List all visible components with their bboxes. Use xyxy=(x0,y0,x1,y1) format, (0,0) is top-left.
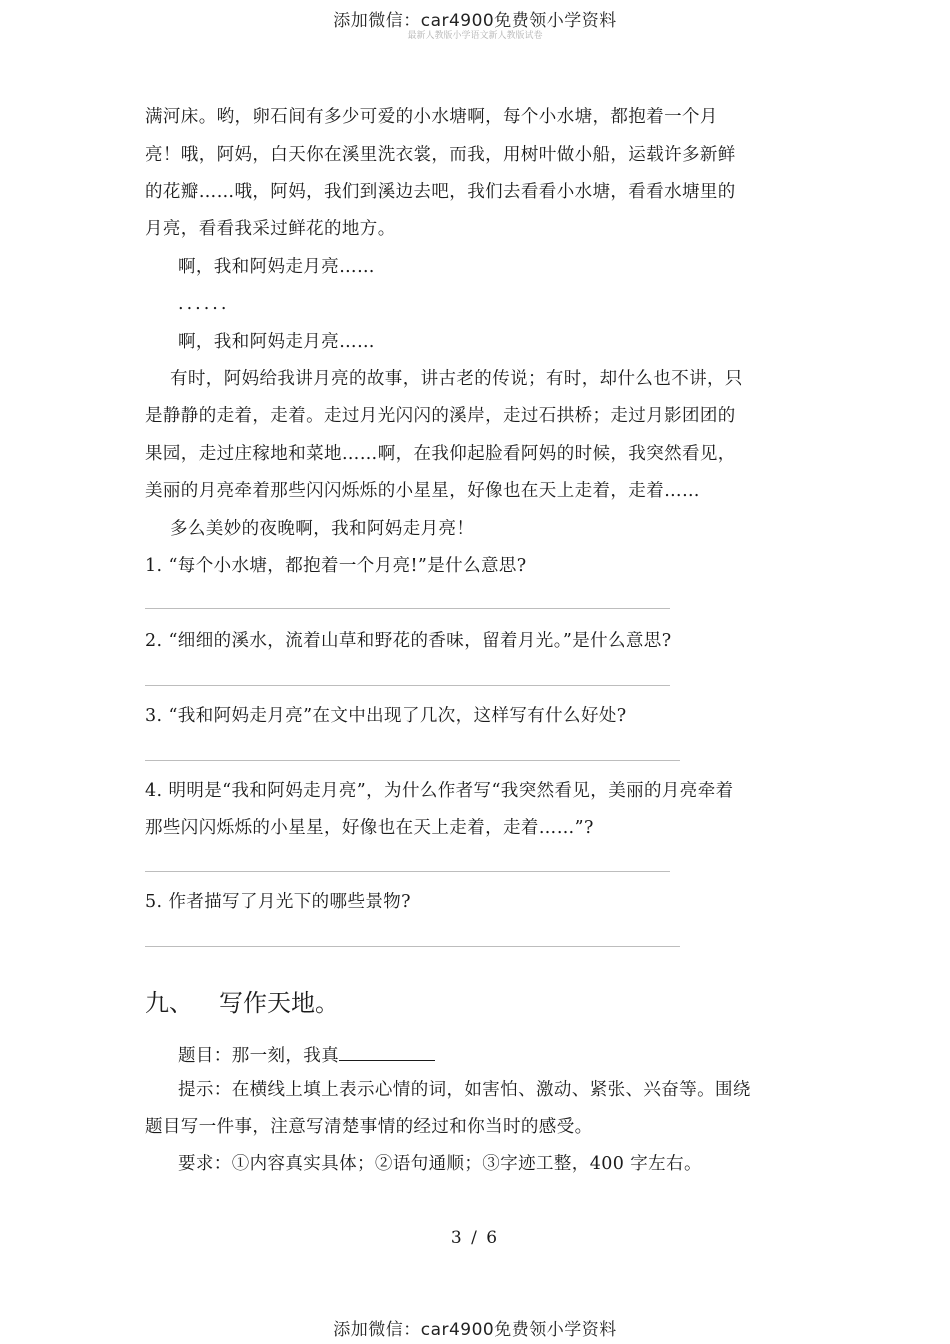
question-3: 3. “我和阿妈走月亮”在文中出现了几次，这样写有什么好处? xyxy=(145,706,627,726)
question-4-line-1: 4. 明明是“我和阿妈走月亮”，为什么作者写“我突然看见，美丽的月亮牵着 xyxy=(145,781,734,801)
passage-line: 亮！哦，阿妈，白天你在溪里洗衣裳，而我，用树叶做小船，运载许多新鲜 xyxy=(145,145,736,165)
writing-hint: 提示：在横线上填上表示心情的词，如害怕、激动、紧张、兴奋等。围绕 xyxy=(178,1080,751,1100)
writing-requirement: 要求：①内容真实具体；②语句通顺；③字迹工整，400 字左右。 xyxy=(178,1154,702,1174)
section-title: 写作天地。 xyxy=(219,989,339,1017)
question-1: 1. “每个小水塘，都抱着一个月亮!”是什么意思? xyxy=(145,556,527,576)
question-5: 5. 作者描写了月光下的哪些景物? xyxy=(145,892,411,912)
passage-line: 果园，走过庄稼地和菜地……啊，在我仰起脸看阿妈的时候，我突然看见， xyxy=(145,444,736,464)
section-heading xyxy=(145,988,339,1018)
answer-line-2[interactable] xyxy=(145,685,670,686)
writing-topic xyxy=(178,1042,435,1067)
page-number: 3 / 6 xyxy=(450,1228,500,1248)
answer-line-1[interactable] xyxy=(145,608,670,609)
answer-line-3[interactable] xyxy=(145,760,680,761)
passage-line: 是静静的走着，走着。走过月光闪闪的溪岸，走过石拱桥；走过月影团团的 xyxy=(145,406,736,426)
topic-blank[interactable] xyxy=(339,1042,435,1061)
passage-line: 满河床。哟，卵石间有多少可爱的小水塘啊，每个小水塘，都抱着一个月 xyxy=(145,107,718,127)
passage-line: 啊，我和阿妈走月亮…… xyxy=(178,332,375,352)
question-4-line-2: 那些闪闪烁烁的小星星，好像也在天上走着，走着……”? xyxy=(145,818,594,838)
question-2: 2. “细细的溪水，流着山草和野花的香味，留着月光。”是什么意思? xyxy=(145,631,672,651)
watermark-top: 添加微信：car4900免费领小学资料 xyxy=(333,11,617,31)
passage-line: 多么美妙的夜晚啊，我和阿妈走月亮！ xyxy=(170,519,475,539)
watermark-bottom: 添加微信：car4900免费领小学资料 xyxy=(333,1320,617,1340)
passage-line: 有时，阿妈给我讲月亮的故事，讲古老的传说；有时，却什么也不讲，只 xyxy=(170,369,743,389)
watermark-subtitle: 最新人教版小学语文新人教版试卷 xyxy=(407,31,543,41)
section-number: 九、 xyxy=(145,989,193,1017)
passage-ellipsis: ...... xyxy=(178,294,230,314)
writing-hint: 题目写一件事，注意写清楚事情的经过和你当时的感受。 xyxy=(145,1117,593,1137)
passage-line: 啊，我和阿妈走月亮…… xyxy=(178,257,375,277)
answer-line-5[interactable] xyxy=(145,946,680,947)
passage-line: 美丽的月亮牵着那些闪闪烁烁的小星星，好像也在天上走着，走着…… xyxy=(145,481,700,501)
writing-topic-text: 题目：那一刻，我真 xyxy=(178,1046,340,1066)
passage-line: 月亮，看看我采过鲜花的地方。 xyxy=(145,219,396,239)
passage-line: 的花瓣……哦，阿妈，我们到溪边去吧，我们去看看小水塘，看看水塘里的 xyxy=(145,182,736,202)
answer-line-4[interactable] xyxy=(145,871,670,872)
